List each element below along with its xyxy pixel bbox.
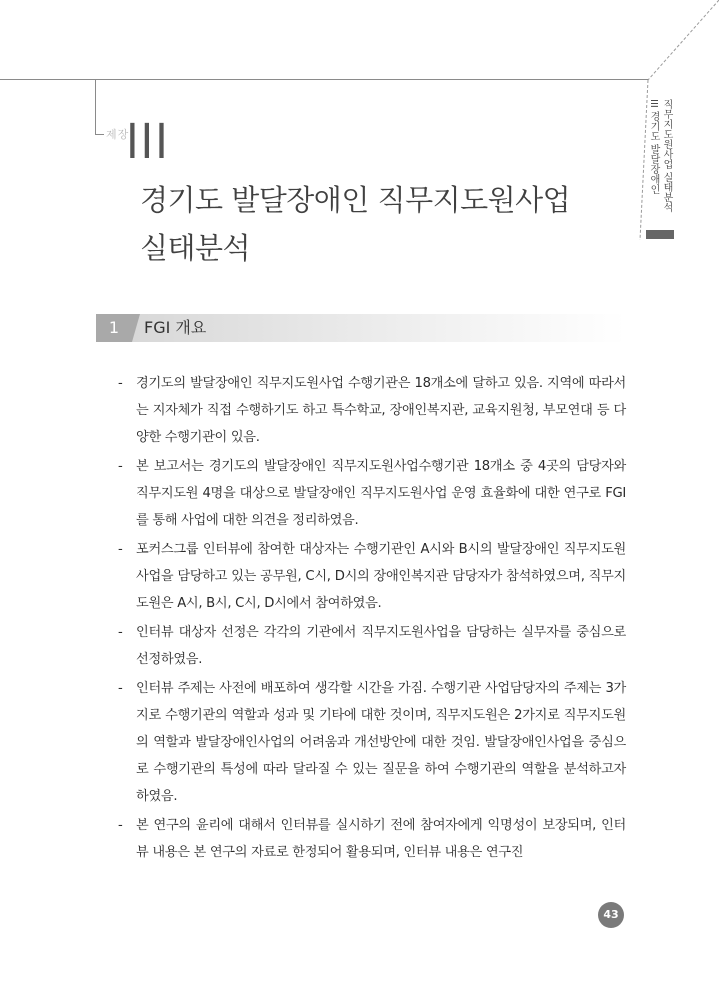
section-wedge: [132, 314, 140, 342]
paragraph-text: 경기도의 발달장애인 직무지도원사업 수행기관은 18개소에 달하고 있음. 지역에 따라서는 지자체가 직접 수행하기도 하고 특수학교, 장애인복지관, 교육지원청, 부모연대 등 다양한 수행기관이 있음.: [136, 376, 626, 445]
bullet-dash: -: [118, 542, 123, 557]
chapter-title: [140, 176, 570, 272]
bullet-paragraph: [118, 370, 626, 451]
bullet-paragraph: [118, 453, 626, 534]
paragraph-text: 본 연구의 윤리에 대해서 인터뷰를 실시하기 전에 참여자에게 익명성이 보장되며, 인터뷰 내용은 본 연구의 자료로 한정되어 활용되며, 인터뷰 내용은 연구진: [136, 818, 626, 860]
bullet-dash: -: [118, 681, 123, 696]
bullet-dash: -: [118, 459, 123, 474]
bullet-dash: -: [118, 376, 123, 391]
bullet-paragraph: [118, 812, 626, 866]
chapter-bracket-horizontal: [95, 134, 104, 135]
chapter-number: III: [126, 114, 170, 170]
body-text: [118, 370, 626, 868]
chapter-small-label: 제장: [106, 128, 130, 141]
section-title: FGI 개요: [144, 318, 207, 337]
bullet-paragraph: [118, 619, 626, 673]
paragraph-text: 포커스그룹 인터뷰에 참여한 대상자는 수행기관인 A시와 B시의 발달장애인 직무지도원사업을 담당하고 있는 공무원, C시, D시의 장애인복지관 담당자가 참석하였으며, 직무지도원은 A시, B시, C시, D시에서 참여하였음.: [136, 542, 626, 611]
bullet-dash: -: [118, 818, 123, 833]
page-number: 43: [598, 902, 624, 928]
side-chapter-tab: [646, 99, 674, 239]
section-number: 1: [96, 314, 132, 342]
section-heading: [96, 314, 626, 344]
bullet-dash: -: [118, 625, 123, 640]
paragraph-text: 인터뷰 주제는 사전에 배포하여 생각할 시간을 가짐. 수행기관 사업담당자의 주제는 3가지로 수행기관의 역할과 성과 및 기타에 대한 것이며, 직무지도원은 2가지로 직무지도원의 역할과 발달장애인사업의 어려움과 개선방안에 대한 것임. 발달장애인사업을 중심으로 수행기관의 특성에 따라 달라질 수 있는 질문을 하여 수행기관의 역할을 분석하고자 하였음.: [136, 681, 626, 804]
paragraph-text: 본 보고서는 경기도의 발달장애인 직무지도원사업수행기관 18개소 중 4곳의 담당자와 직무지도원 4명을 대상으로 발달장애인 직무지도원사업 운영 효율화에 대한 연구로 FGI를 통해 사업에 대한 의견을 정리하였음.: [136, 459, 626, 528]
bullet-paragraph: [118, 536, 626, 617]
chapter-title-line: 경기도 발달장애인 직무지도원사업: [140, 183, 571, 217]
bullet-paragraph: [118, 675, 626, 810]
chapter-title-line: 실태분석: [140, 231, 251, 265]
side-tab-bar: [646, 230, 674, 239]
paragraph-text: 인터뷰 대상자 선정은 각각의 기관에서 직무지도원사업을 담당하는 실무자를 중심으로 선정하였음.: [136, 625, 626, 667]
side-tab-line: 직무지도원사업 실태분석: [661, 99, 672, 213]
chapter-bracket-vertical: [95, 80, 96, 134]
header-rule: [0, 79, 648, 80]
side-tab-line: III 경기도 발달장애인: [648, 99, 659, 195]
